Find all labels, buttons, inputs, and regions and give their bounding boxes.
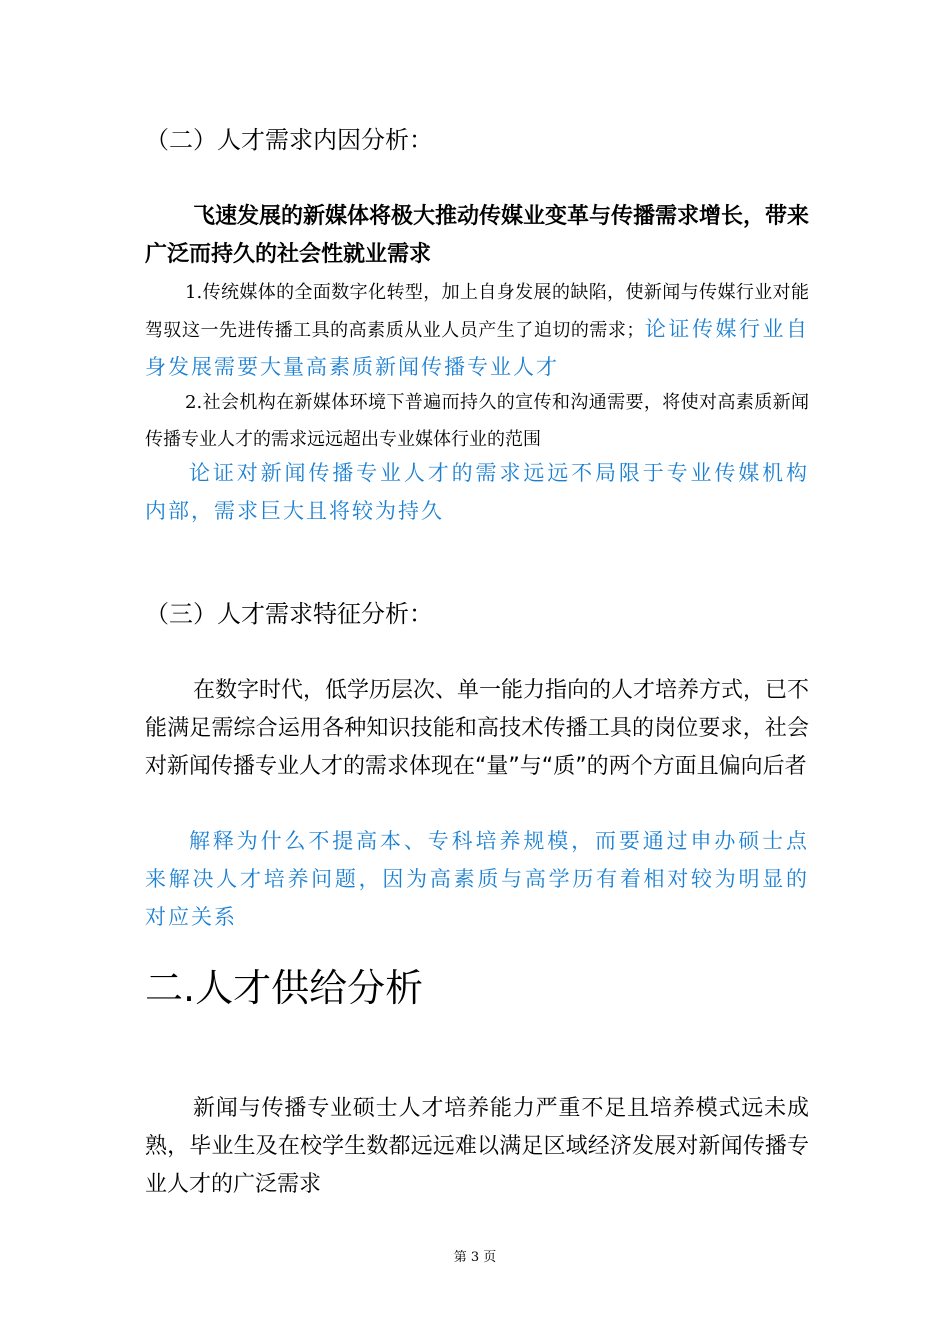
point-2-note: 论证对新闻传播专业人才的需求远远不局限于专业传媒机构内部，需求巨大且将较为持久: [145, 461, 809, 523]
page-number: 第 3 页: [453, 1250, 497, 1265]
chapter-lead-paragraph: 新闻与传播专业硕士人才培养能力严重不足且培养模式远未成熟，毕业生及在校学生数都远远难以满足区域经济发展对新闻传播专业人才的广泛需求: [145, 1096, 809, 1197]
section-heading-demand-causes: （二）人才需求内因分析：: [145, 126, 433, 154]
section-heading-demand-features: （三）人才需求特征分析：: [145, 600, 433, 628]
section-3-lead-paragraph: 在数字时代，低学历层次、单一能力指向的人才培养方式，已不能满足需综合运用各种知识技能和高技术传播工具的岗位要求，社会对新闻传播专业人才的需求体现在“量”与“质”的两个方面且偏向后者: [145, 678, 810, 779]
chapter-heading-supply: 二.人才供给分析: [145, 966, 424, 1010]
point-1-paragraph: [145, 274, 809, 387]
section-3-note: 解释为什么不提高本、专科培养规模，而要通过申办硕士点来解决人才培养问题，因为高素质与高学历有着相对较为明显的对应关系: [145, 829, 809, 929]
point-1-note: 论证传媒行业自身发展需要大量高素质新闻传播专业人才: [145, 317, 810, 379]
point-2-paragraph: 2.社会机构在新媒体环境下普遍而持久的宣传和沟通需要，将使对高素质新闻传播专业人才的需求远远超出专业媒体行业的范围: [145, 392, 809, 450]
section-lead-paragraph: 飞速发展的新媒体将极大推动传媒业变革与传播需求增长，带来广泛而持久的社会性就业需求: [145, 204, 810, 267]
point-1-text: 1.传统媒体的全面数字化转型，加上自身发展的缺陷，使新闻与传媒行业对能驾驭这一先进传播工具的高素质从业人员产生了迫切的需求；: [145, 282, 809, 341]
